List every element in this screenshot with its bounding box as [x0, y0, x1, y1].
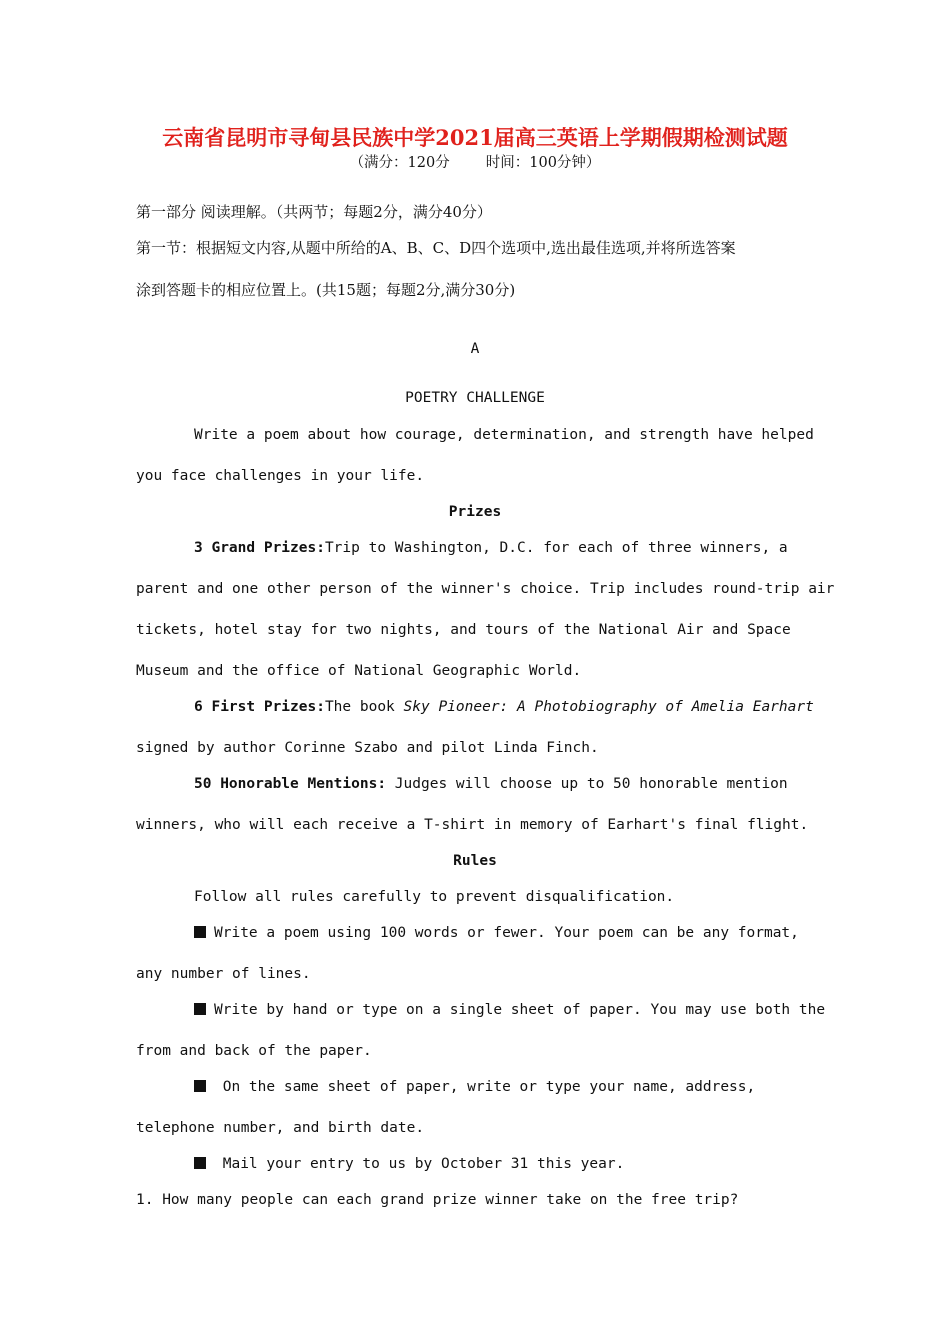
rules-heading: Rules	[453, 853, 497, 869]
time-info: 时间：100分钟）	[485, 155, 601, 171]
rule-3-line1	[194, 1079, 755, 1095]
rule-3-line2: telephone number, and birth date.	[136, 1120, 425, 1136]
grand-prize-line2: parent and one other person of the winner's choice. Trip includes round-trip air	[136, 581, 835, 597]
rule-4-line1	[194, 1156, 624, 1172]
rule-1-line1	[194, 925, 799, 941]
rule-2-line2: from and back of the paper.	[136, 1043, 372, 1059]
grand-prize-text: Trip to Washington, D.C. for each of three winners, a	[324, 540, 788, 556]
grand-prize-line1	[194, 540, 788, 556]
grand-prize-label: 3 Grand Prizes:	[194, 540, 325, 556]
first-prize-text: The book	[324, 699, 404, 715]
exam-info	[0, 151, 950, 172]
rules-intro: Follow all rules carefully to prevent disqualification.	[194, 889, 675, 905]
first-prize-line1	[194, 699, 814, 715]
honorable-mention-text: Judges will choose up to 50 honorable mention	[386, 776, 788, 792]
rule-4-text: Mail your entry to us by October 31 this year.	[214, 1156, 625, 1172]
bullet-square-icon	[194, 926, 206, 938]
prizes-heading: Prizes	[448, 504, 502, 520]
honorable-mention-label: 50 Honorable Mentions:	[194, 776, 387, 792]
rule-2-text: Write by hand or type on a single sheet of paper. You may use both the	[214, 1002, 826, 1018]
bullet-square-icon	[194, 1003, 206, 1015]
intro-line1: Write a poem about how courage, determination, and strength have helped	[194, 427, 814, 443]
honorable-mention-line2: winners, who will each receive a T-shirt in memory of Earhart's final flight.	[136, 817, 809, 833]
bullet-square-icon	[194, 1080, 206, 1092]
intro-line2: you face challenges in your life.	[136, 468, 425, 484]
score-info: （满分：120分	[349, 155, 450, 171]
honorable-mention-line1	[194, 776, 788, 792]
passage-heading: POETRY CHALLENGE	[405, 390, 545, 406]
rule-2-line1	[194, 1002, 825, 1018]
rule-1-line2: any number of lines.	[136, 966, 311, 982]
grand-prize-line3: tickets, hotel stay for two nights, and tours of the National Air and Space	[136, 622, 791, 638]
first-prize-line2: signed by author Corinne Szabo and pilot Linda Finch.	[136, 740, 599, 756]
page-title: 云南省昆明市寻甸县民族中学2021届高三英语上学期假期检测试题	[162, 125, 788, 150]
section-instruction-line2: 涂到答题卡的相应位置上。(共15题；每题2分,满分30分)	[136, 281, 516, 299]
first-prize-label: 6 First Prizes:	[194, 699, 325, 715]
part-instruction: 第一部分 阅读理解。（共两节；每题2分，满分40分）	[136, 203, 492, 221]
section-instruction-line1: 第一节：根据短文内容,从题中所给的A、B、C、D四个选项中,选出最佳选项,并将所选答案	[136, 239, 736, 257]
rule-3-text: On the same sheet of paper, write or type your name, address,	[214, 1079, 756, 1095]
passage-letter: A	[470, 341, 480, 357]
book-title: Sky Pioneer: A Photobiography of Amelia Earhart	[403, 699, 814, 715]
question-1: 1. How many people can each grand prize winner take on the free trip?	[136, 1192, 739, 1208]
rule-1-text: Write a poem using 100 words or fewer. Your poem can be any format,	[214, 925, 799, 941]
grand-prize-line4: Museum and the office of National Geographic World.	[136, 663, 582, 679]
bullet-square-icon	[194, 1157, 206, 1169]
